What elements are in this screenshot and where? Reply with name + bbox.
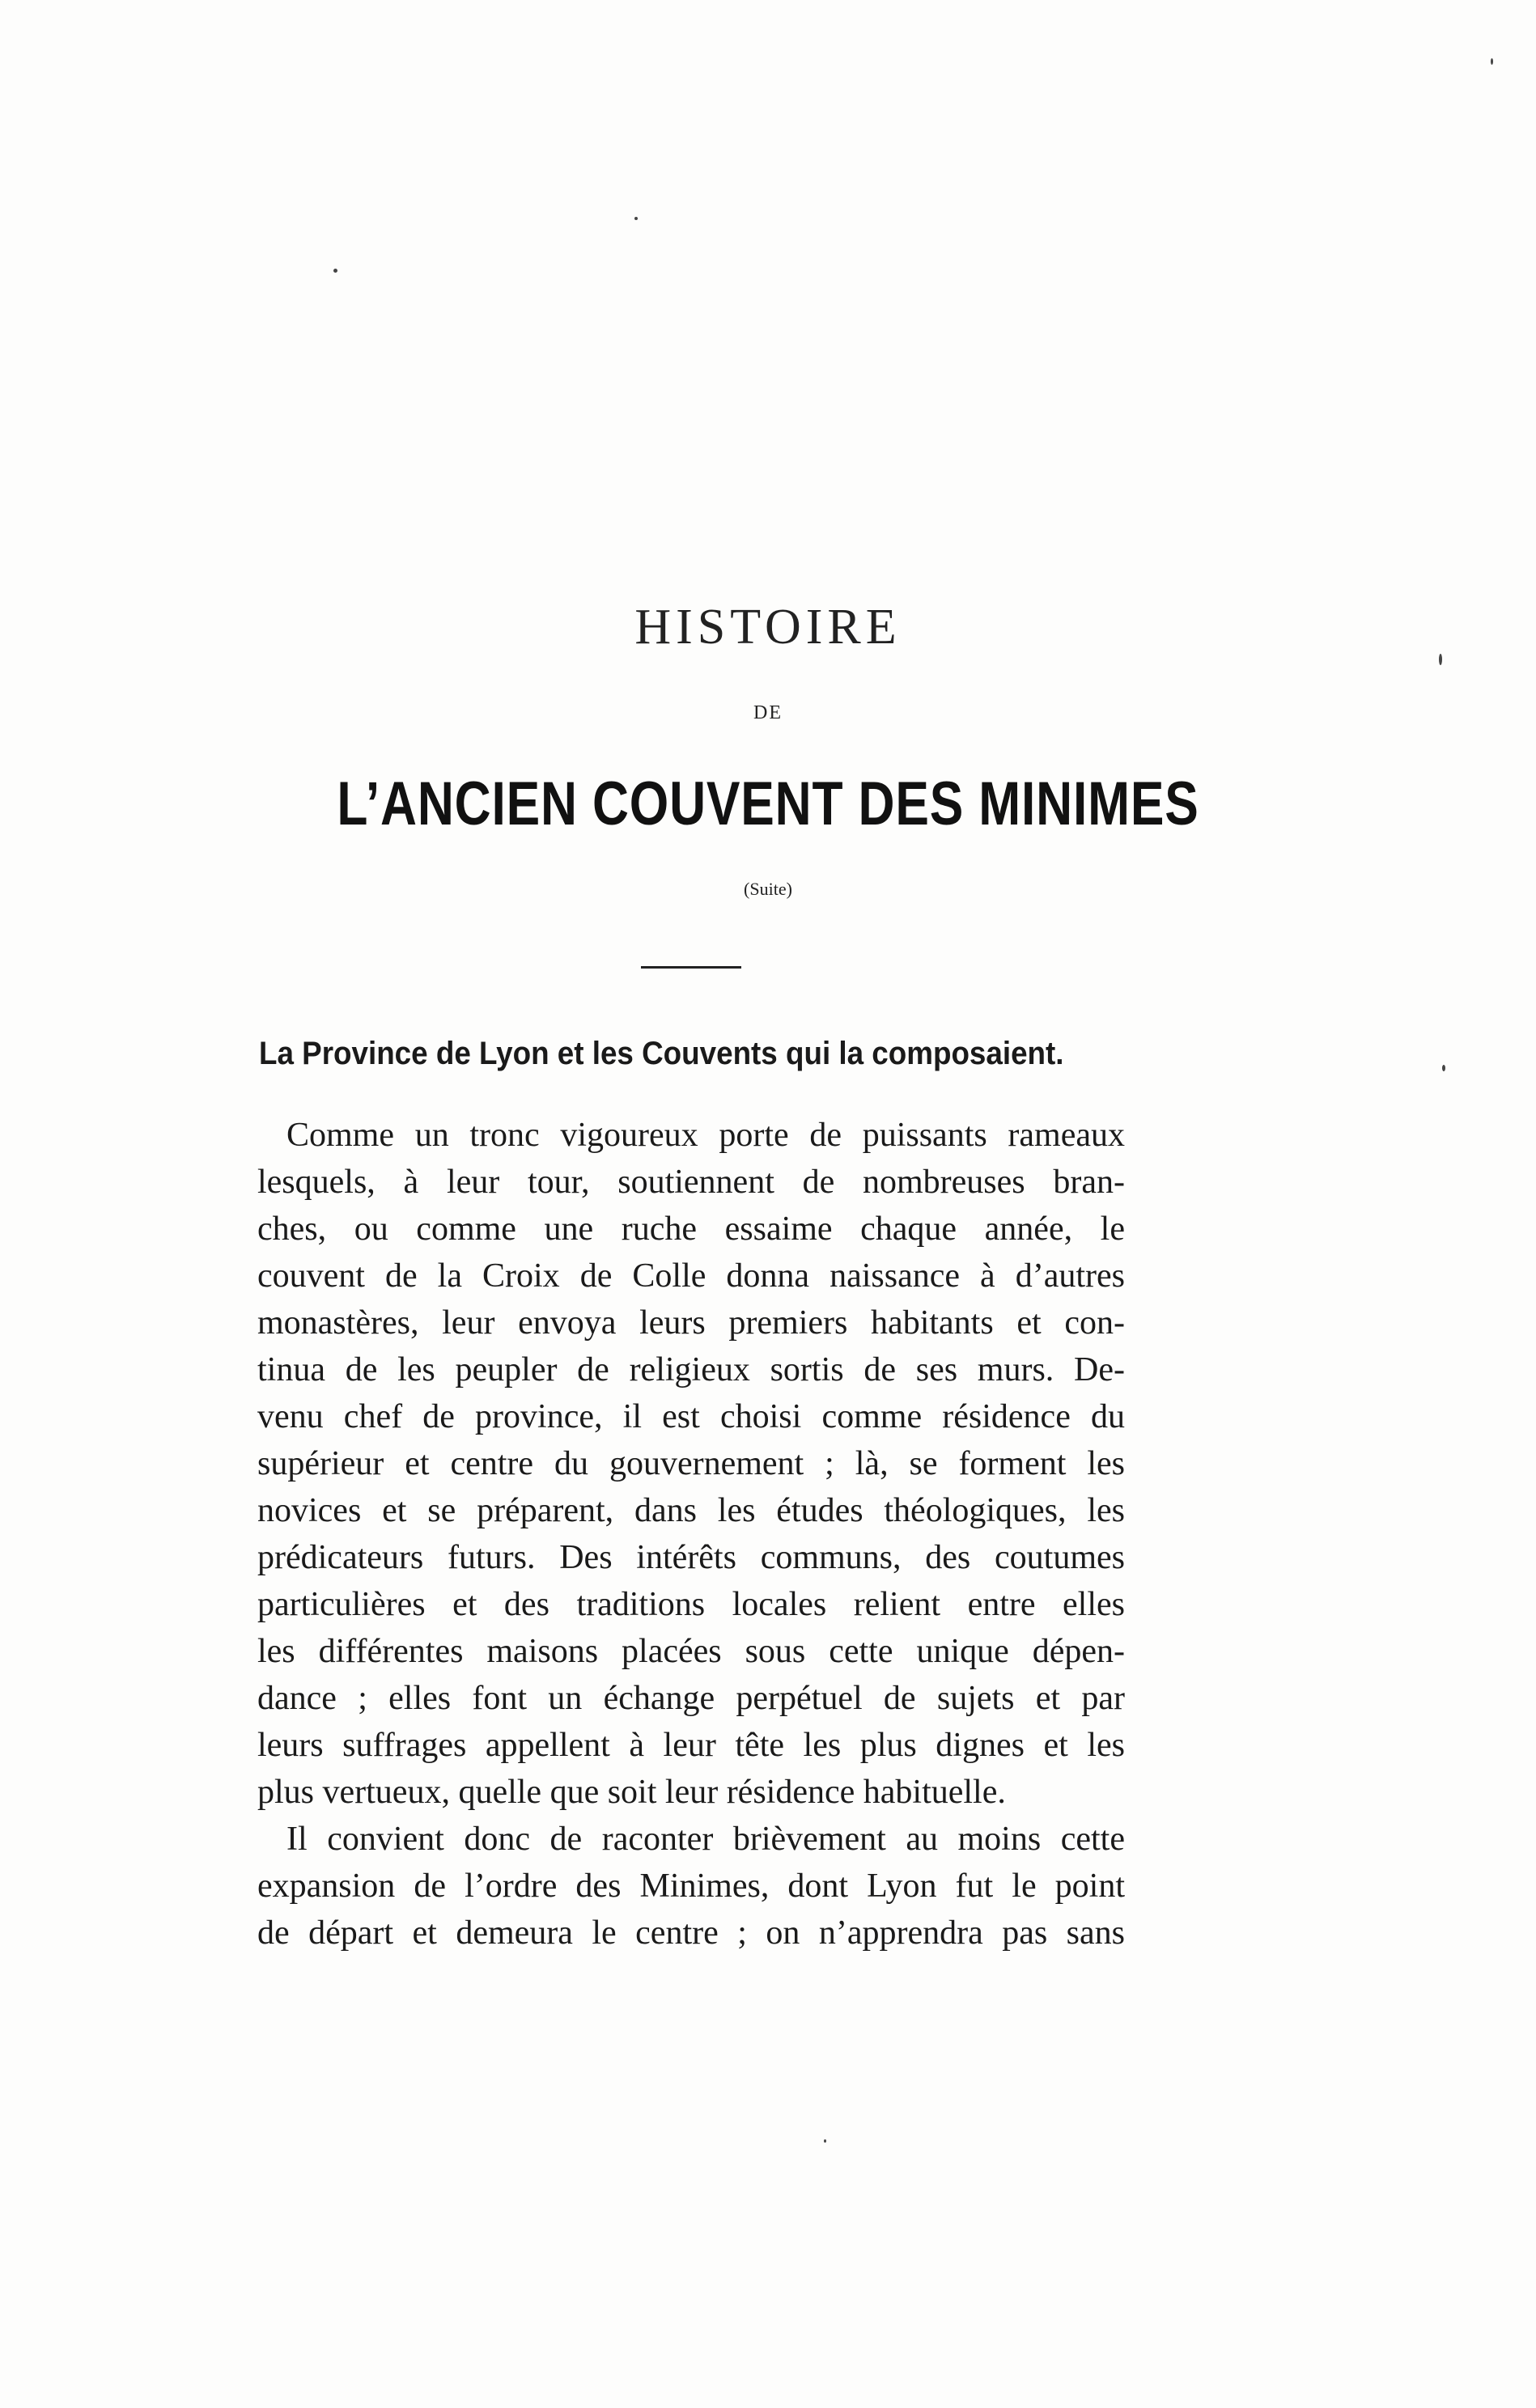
- print-speck: [1442, 1065, 1445, 1071]
- text-line: couvent de la Croix de Colle donna naissance à d’autres: [257, 1257, 1125, 1295]
- text-line: lesquels, à leur tour, soutiennent de nombreuses bran-: [257, 1164, 1125, 1201]
- text-line: tinua de les peupler de religieux sortis de ses murs. De-: [257, 1351, 1125, 1388]
- text-line: Comme un tronc vigoureux porte de puissants rameaux: [286, 1117, 1125, 1154]
- text-line: ches, ou comme une ruche essaime chaque année, le: [257, 1210, 1125, 1248]
- text-line: supérieur et centre du gouvernement ; là, se forment les: [257, 1445, 1125, 1482]
- main-title: L’ANCIEN COUVENT DES MINIMES: [337, 769, 1199, 838]
- text-line: dance ; elles font un échange perpétuel de sujets et par: [257, 1680, 1125, 1717]
- title-connector: DE: [753, 702, 783, 723]
- print-speck: [634, 217, 638, 220]
- text-line: particulières et des traditions locales relient entre elles: [257, 1586, 1125, 1623]
- print-speck: [1491, 58, 1493, 65]
- text-line: les différentes maisons placées sous cette unique dépen-: [257, 1633, 1125, 1670]
- text-line: Il convient donc de raconter brièvement au moins cette: [286, 1821, 1125, 1858]
- title-divider: [641, 966, 741, 969]
- text-line: novices et se préparent, dans les études théologiques, les: [257, 1492, 1125, 1529]
- print-speck: [824, 2139, 826, 2143]
- text-line: leurs suffrages appellent à leur tête les plus dignes et les: [257, 1727, 1125, 1764]
- text-line: prédicateurs futurs. Des intérêts communs, des coutumes: [257, 1539, 1125, 1576]
- text-line: expansion de l’ordre des Minimes, dont Lyon fut le point: [257, 1867, 1125, 1905]
- section-heading: La Province de Lyon et les Couvents qui la composaient.: [259, 1036, 1064, 1071]
- body-text: [257, 1112, 1125, 1956]
- text-line: venu chef de province, il est choisi comme résidence du: [257, 1398, 1125, 1435]
- document-title: HISTOIRE: [634, 600, 902, 655]
- text-line: monastères, leur envoya leurs premiers habitants et con-: [257, 1304, 1125, 1342]
- text-line: plus vertueux, quelle que soit leur résidence habituelle.: [257, 1774, 1006, 1811]
- print-speck: [333, 269, 337, 273]
- text-line: de départ et demeura le centre ; on n’apprendra pas sans: [257, 1914, 1125, 1952]
- continuation-note: (Suite): [744, 879, 792, 899]
